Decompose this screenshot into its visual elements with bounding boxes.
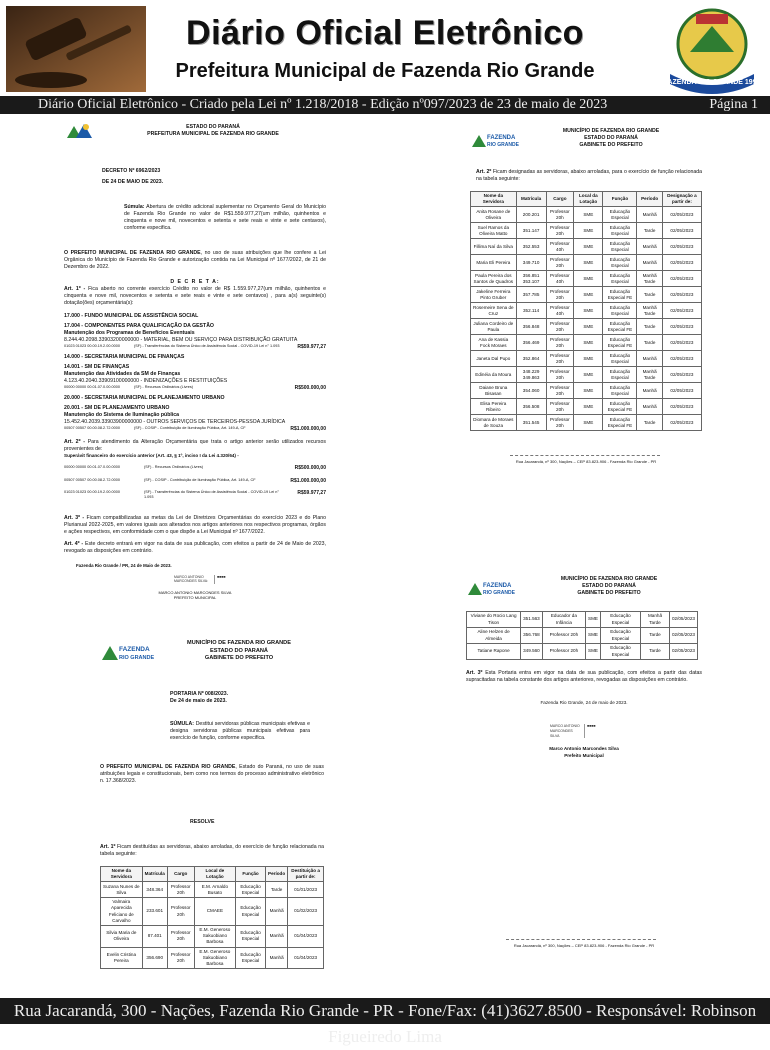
budget-line: Manutenção do Sistema de Iluminação pública xyxy=(64,411,180,418)
digital-signature: MARCO ANTONIO MARCONDES SILVA ■■■■ xyxy=(550,724,702,738)
table-cell: 02/05/2023 xyxy=(662,319,701,335)
svg-text:FAZENDA: FAZENDA xyxy=(483,582,512,589)
decree-place-date: Fazenda Rio Grande / PR, 24 de Maio de 2023. xyxy=(76,562,172,568)
prefeitura-logo-icon xyxy=(100,640,155,662)
table-cell: 87.401 xyxy=(142,925,167,947)
table-row xyxy=(471,303,702,319)
table-row xyxy=(471,351,702,367)
table-row xyxy=(471,335,702,351)
table-cell: 352.864 xyxy=(516,351,546,367)
table-cell: Educação Especial FE xyxy=(603,319,637,335)
table-cell: 356.469 xyxy=(516,335,546,351)
table-cell: Elisa Pereira Ribeiro xyxy=(471,399,517,415)
table-cell: Educação Especial xyxy=(236,882,266,898)
table-cell: 02/05/2023 xyxy=(662,415,701,431)
table-cell: Professor 20h xyxy=(167,882,194,898)
budget-line: 17.000 - FUNDO MUNICIPAL DE ASSISTÊNCIA SOCIAL xyxy=(64,313,199,320)
table-cell: Professor 20h xyxy=(546,383,574,399)
table-cell: SME xyxy=(574,239,603,255)
decree-header-pref: PREFEITURA MUNICIPAL DE FAZENDA RIO GRANDE xyxy=(147,131,279,137)
table-cell: Tarde xyxy=(637,415,662,431)
table-row xyxy=(471,223,702,239)
table-cell: Janeta Dal Pupo xyxy=(471,351,517,367)
decree-preamble: O PREFEITO MUNICIPAL DE FAZENDA RIO GRANDE, no uso de suas atribuições que lhe confere a Lei Orgânica do Município de Fazenda Rio Grande e autorização contida na Lei Municipal nº 1677/2022, de 21 de Dezembro de 2022. xyxy=(64,250,327,271)
table-cell: Educação Especial xyxy=(236,898,266,926)
table-cell: 01/04/2023 xyxy=(288,925,324,947)
masthead-subtitle: Prefeitura Municipal de Fazenda Rio Grande xyxy=(175,60,595,82)
prefeitura-logo-icon xyxy=(64,120,94,142)
decree-column xyxy=(64,120,326,601)
table-cell: Viviane do Rocio Lang Tison xyxy=(467,612,521,628)
table-cell: 02/05/2023 xyxy=(662,223,701,239)
svg-text:RIO GRANDE: RIO GRANDE xyxy=(483,589,515,596)
table-header-cell: Período xyxy=(637,192,662,207)
table-cell: SME xyxy=(574,415,603,431)
table-cell: Tarde xyxy=(637,319,662,335)
table-cell: Tarde xyxy=(641,644,670,660)
portaria-b-h3: GABINETE DO PREFEITO xyxy=(204,655,274,662)
table-cell: Educação Especial xyxy=(603,239,637,255)
budget-line: Manutenção dos Programas de Benefícios Eventuais xyxy=(64,330,195,337)
table-cell: Educação Especial xyxy=(603,351,637,367)
table-cell: Professor 20h xyxy=(546,287,574,303)
table-cell: 352.553 xyxy=(516,239,546,255)
edition-bar xyxy=(0,96,770,114)
table-cell: Valmaira Aparecida Feliciano de Carvalho xyxy=(101,898,143,926)
table-header-cell: Local da Lotação xyxy=(574,192,603,207)
table-cell: Evelin Cristina Pereira xyxy=(101,947,143,969)
table-cell: Professor 20h xyxy=(546,255,574,271)
table-cell: Fillima Naí da Silva xyxy=(471,239,517,255)
budget-line: 17.004 - COMPONENTES PARA QUALIFICAÇÃO DA GESTÃO xyxy=(64,323,214,330)
decree-art2-sub: Superávit financeiro do exercício anterior (Art. 43, § 1º, inciso I da Lei 4.320/64) - xyxy=(64,452,239,458)
prefeitura-logo-icon xyxy=(470,129,519,149)
portaria-c-signer-name: Marco Antonio Marcondes Silva xyxy=(549,746,619,752)
table-cell: 200.201 xyxy=(516,207,546,223)
portaria-b-resolve: RESOLVE xyxy=(190,818,215,825)
city-seal-icon xyxy=(660,4,764,94)
table-cell: 02/05/2023 xyxy=(662,335,701,351)
decree-signer-role: PREFEITO MUNICIPAL xyxy=(173,595,217,601)
table-cell: 348.229 349.863 xyxy=(516,367,546,383)
table-row xyxy=(467,644,698,660)
table-cell: E.M. Arnaldo Busato xyxy=(194,882,235,898)
table-header-cell: Matrícula xyxy=(142,866,167,881)
table-cell: 02/05/2023 xyxy=(662,255,701,271)
table-cell: Edinéia da Moura xyxy=(471,367,517,383)
table-cell: Manhã xyxy=(637,239,662,255)
portaria-c-art3: Art. 3º Esta Portaria entra em vigor na data de sua publicação, com efeitos a partir das datas supracitadas na tabela constante dos artigos anteriores, revogadas as disposições em contrário. xyxy=(466,670,702,684)
prefeitura-logo-icon xyxy=(466,577,515,597)
table-cell: 357.785 xyxy=(516,287,546,303)
table-cell: SME xyxy=(574,367,603,383)
portaria-c-footer: Rua Jacarandá, nº 300, Nações – CEP 83.823-906 - Fazenda Rio Grande - PR xyxy=(513,942,655,948)
svg-text:RIO GRANDE: RIO GRANDE xyxy=(119,655,155,662)
table-cell: 356.508 xyxy=(516,399,546,415)
table-cell: Suzana Nunes de Silva xyxy=(101,882,143,898)
table-cell: 352.114 xyxy=(516,303,546,319)
table-header-cell: Destituição a partir de: xyxy=(288,866,324,881)
decree-art4: Art. 4º - Este decreto entrará em vigor na data de sua publicação, com efeitos a partir de 24 de Maio de 2023, revogado as disposições em contrário. xyxy=(64,540,326,554)
table-cell: Tarde xyxy=(266,882,288,898)
decree-art2: Art. 2º - Para atendimento da Alteração Orçamentária que trata o artigo anterior serão utilizados recursos provenientes de: xyxy=(64,438,326,452)
digital-signature: MARCO ANTONIO MARCONDES SILVA: ■■■■ xyxy=(174,575,326,584)
page-label: Página 1 xyxy=(709,97,758,112)
table-cell: 351.545 xyxy=(516,415,546,431)
table-cell: Ana de Kassia Fock Moraes xyxy=(471,335,517,351)
table-cell: Juliana Cordeiro de Paula xyxy=(471,319,517,335)
budget-source-row: 01023 01023 00.00.19.2.00.0000 (SF) - Transferências do Sistema Único de Assistência Social - COVID-19 Lei n° 1.093 R$59.977,27 xyxy=(64,344,326,351)
table-cell: Educação Especial xyxy=(603,223,637,239)
table-cell: 233.601 xyxy=(142,898,167,926)
table-cell: Professor 20h xyxy=(546,399,574,415)
table-cell: Educação Especial xyxy=(603,303,637,319)
portaria-c xyxy=(466,576,702,948)
table-cell: Manhã xyxy=(266,898,288,926)
budget-line: 14.001 - SM DE FINANÇAS xyxy=(64,364,130,371)
svg-text:RIO GRANDE: RIO GRANDE xyxy=(487,141,519,148)
table-row xyxy=(101,925,324,947)
table-cell: Daiane Bruna Bisasan xyxy=(471,383,517,399)
table-cell: SME xyxy=(574,303,603,319)
budget-source-row: 00507 00507 00.00.08.2.72.0000 (SF) - COSIP - Contribuição de Iluminação Pública, Art. 149-A, CF R$1.000.000,00 xyxy=(64,425,326,432)
budget-line: 8.244.40.2098.33903200000000 - MATERIAL, BEM OU SERVIÇO PARA DISTRIBUIÇÃO GRATUITA xyxy=(64,337,298,344)
table-cell: 349.560 xyxy=(521,644,543,660)
table-header-cell: Função xyxy=(236,866,266,881)
table-cell: Diomara de Moraes de Souza xyxy=(471,415,517,431)
table-cell: 01/01/2023 xyxy=(288,882,324,898)
table-row xyxy=(471,255,702,271)
table-cell: 02/05/2023 xyxy=(669,644,697,660)
table-row xyxy=(467,628,698,644)
table-cell: Professor 20h xyxy=(546,207,574,223)
table-cell: SME xyxy=(574,351,603,367)
portaria-a xyxy=(470,128,702,465)
table-cell: SME xyxy=(574,399,603,415)
table-cell: Professor 20h xyxy=(167,898,194,926)
table-row xyxy=(101,947,324,969)
table-cell: SME xyxy=(574,255,603,271)
table-cell: Anita Rosane de Oliveira xyxy=(471,207,517,223)
table-header-cell: Nome da Servidora xyxy=(471,192,517,207)
table-cell: Professor 40h xyxy=(546,303,574,319)
table-cell: 351.563 xyxy=(521,612,543,628)
portaria-b xyxy=(100,640,324,969)
table-cell: Tatiane Rapone xyxy=(467,644,521,660)
decree-signer-name: MARCO ANTONIO MARCONDES SILVA xyxy=(158,590,232,596)
table-cell: Professor 20h xyxy=(546,351,574,367)
table-cell: 02/05/2023 xyxy=(662,271,701,287)
budget-line: 15.452.40.2039.33903900000000 - OUTROS SERVIÇOS DE TERCEIROS-PESSOA JURÍDICA xyxy=(64,418,286,425)
table-header-cell: Designação a partir de: xyxy=(662,192,701,207)
table-cell: Manhã xyxy=(637,399,662,415)
table-row xyxy=(471,207,702,223)
table-cell: Professor 20h xyxy=(542,644,585,660)
decree-header-state: ESTADO DO PARANÁ xyxy=(186,123,240,130)
table-header-cell: Cargo xyxy=(546,192,574,207)
portaria-b-preamble: O PREFEITO MUNICIPAL DE FAZENDA RIO GRANDE, Estado do Paraná, no uso de suas atribuições legais e constitucionais, bem como nos termos do processo administrativo eletrônico n. 17.368/2023. xyxy=(100,763,324,784)
portaria-a-h3: GABINETE DO PREFEITO xyxy=(579,142,643,149)
table-cell: 01/02/2023 xyxy=(288,898,324,926)
table-cell: Professor 20h xyxy=(167,925,194,947)
portaria-b-art1: Art. 1º Ficam destituídas as servidoras, abaixo arroladas, do exercício de função relacionada na tabela seguinte: xyxy=(100,843,324,857)
table-cell: Educação Especial xyxy=(603,383,637,399)
table-cell: 356.690 xyxy=(142,947,167,969)
budget-source-row: 00000 00000 00.01.07.0.00.0000 (SF) - Recursos Ordinários (Livres) R$500.000,00 xyxy=(64,385,326,392)
table-row xyxy=(471,383,702,399)
budget-line: 4.123.40.2040.33909100000000 - INDENIZAÇÕES E RESTITUIÇÕES xyxy=(64,378,228,385)
table-cell: Professor 20h xyxy=(546,319,574,335)
table-cell: Tarde xyxy=(637,223,662,239)
table-cell: SME xyxy=(574,319,603,335)
table-cell: SME xyxy=(574,223,603,239)
table-cell: Manhã xyxy=(637,351,662,367)
table-cell: 348.364 xyxy=(142,882,167,898)
table-cell: 02/05/2023 xyxy=(662,351,701,367)
masthead-title: Diário Oficial Eletrônico xyxy=(186,14,584,52)
seal-text: FAZENDA RIO GRANDE 1990 xyxy=(663,79,761,86)
portaria-b-summary: SÚMULA: Destitui servidoras públicas municipais efetivas e designa servidoras públicas municipais efetivas para exercício de função, conforme especifica. xyxy=(170,720,310,741)
table-cell: Educação Especial xyxy=(603,207,637,223)
table-cell: Manhã Tarde xyxy=(637,367,662,383)
table-cell: Professor 20h xyxy=(546,335,574,351)
table-header-cell: Período xyxy=(266,866,288,881)
portaria-c-h1: MUNICÍPIO DE FAZENDA RIO GRANDE xyxy=(560,576,658,582)
table-cell: Educação Especial xyxy=(600,612,640,628)
portaria-b-h1: MUNICÍPIO DE FAZENDA RIO GRANDE xyxy=(187,640,291,646)
table-cell: Professor 20h xyxy=(546,223,574,239)
table-cell: Paula Pereira dos Santos de Quadros xyxy=(471,271,517,287)
table-cell: Suel Ramos da Oliveira Matto xyxy=(471,223,517,239)
table-cell: Educação Especial xyxy=(603,255,637,271)
portaria-a-footer: Rua Jacarandá, nº 300, Nações – CEP 83.823-906 - Fazenda Rio Grande - PR xyxy=(515,459,657,465)
table-row xyxy=(471,239,702,255)
portaria-c-signer-role: Prefeito Municipal xyxy=(564,752,604,758)
table-cell: SME xyxy=(586,612,601,628)
edition-line: Diário Oficial Eletrônico - Criado pela Lei nº 1.218/2018 - Edição nº097/2023 de 23 de maio de 2023 xyxy=(38,97,608,112)
portaria-a-h1: MUNICÍPIO DE FAZENDA RIO GRANDE xyxy=(562,128,660,134)
table-cell: 349.710 xyxy=(516,255,546,271)
table-cell: Educação Especial xyxy=(600,644,640,660)
portaria-b-number: PORTARIA Nº 008/2023. xyxy=(170,690,229,697)
table-cell: 351.147 xyxy=(516,223,546,239)
table-cell: Manhã xyxy=(637,255,662,271)
table-cell: SME xyxy=(586,644,601,660)
table-cell: SME xyxy=(574,335,603,351)
portaria-c-h3: GABINETE DO PREFEITO xyxy=(577,590,641,597)
table-cell: Manhã Tarde xyxy=(637,303,662,319)
table-cell: Educador da Infância xyxy=(542,612,585,628)
table-cell: CMAEE xyxy=(194,898,235,926)
portaria-b-date: De 24 de maio de 2023. xyxy=(170,697,227,704)
table-cell: 02/05/2023 xyxy=(662,303,701,319)
table-cell: Educação Especial FE xyxy=(603,287,637,303)
divider xyxy=(510,455,660,456)
budget-line: 20.000 - SECRETARIA MUNICIPAL DE PLANEJAMENTO URBANO xyxy=(64,394,225,401)
table-cell: Educação Especial FE xyxy=(603,415,637,431)
table-cell: Silvia Maria de Oliveira xyxy=(101,925,143,947)
gavel-icon xyxy=(6,6,146,92)
table-cell: Professor 40h xyxy=(546,271,574,287)
table-cell: Maria Eli Pereira xyxy=(471,255,517,271)
table-header-cell: Local de Lotação xyxy=(194,866,235,881)
table-cell: Educação Especial xyxy=(236,947,266,969)
table-cell: SME xyxy=(574,287,603,303)
table-row xyxy=(467,612,698,628)
table-row xyxy=(101,882,324,898)
table-cell: Professor 20h xyxy=(167,947,194,969)
source-row: 00507 00507 00.00.08.2.72.0000 (SF) - COSIP - Contribuição de Iluminação Pública, Art. 149-A, CF R$1.000.000,00 xyxy=(64,477,326,484)
table-header-cell: Matrícula xyxy=(516,192,546,207)
divider xyxy=(506,939,656,940)
table-cell: Educação Especial FE xyxy=(603,335,637,351)
svg-text:FAZENDA: FAZENDA xyxy=(487,134,516,141)
decree-number: DECRETO Nº 6962/2023 xyxy=(102,168,161,174)
table-cell: Educação Especial FE xyxy=(603,399,637,415)
table-cell: 02/05/2023 xyxy=(662,367,701,383)
budget-line: 14.000 - SECRETARIA MUNICIPAL DE FINANÇAS xyxy=(64,354,185,361)
table-cell: 02/05/2023 xyxy=(662,207,701,223)
table-cell: Educação Especial xyxy=(603,271,637,287)
table-cell: Tarde xyxy=(637,335,662,351)
table-cell: Professor 20h xyxy=(546,415,574,431)
portaria-c-h2: ESTADO DO PARANÁ xyxy=(582,583,636,590)
designation-table-cont xyxy=(466,611,698,660)
table-header-cell: Nome da Servidora xyxy=(101,866,143,881)
portaria-a-h2: ESTADO DO PARANÁ xyxy=(584,135,638,142)
table-cell: Manhã xyxy=(266,925,288,947)
svg-text:FAZENDA: FAZENDA xyxy=(119,646,150,654)
table-cell: 356.768 xyxy=(521,628,543,644)
table-cell: 02/05/2023 xyxy=(669,612,697,628)
table-cell: Jakeline Ferreira Pinto Gruber xyxy=(471,287,517,303)
decree-date: DE 24 DE MAIO DE 2023. xyxy=(102,179,164,186)
budget-line: Manutenção das Atividades da SM de Finanças xyxy=(64,371,181,378)
table-row xyxy=(471,399,702,415)
table-cell: 356.851 353.107 xyxy=(516,271,546,287)
table-cell: Aline Helzen de Almeida xyxy=(467,628,521,644)
table-cell: 01/04/2023 xyxy=(288,947,324,969)
table-cell: Manhã xyxy=(637,383,662,399)
table-row xyxy=(471,367,702,383)
table-cell: E.M. Generoso Sakuobiano Barbosa xyxy=(194,925,235,947)
table-cell: 02/05/2023 xyxy=(662,239,701,255)
table-row xyxy=(471,415,702,431)
decree-art1: Art. 1º - Fica aberto no corrente exercício Crédito no valor de R$ 1.559.977,27(um milhão, quinhentos e cinquenta e nove mil, novecentos e setenta e sete reais e vinte e sete centavos) , para a(s) seguinte(s) dotação(ões) orçamentária(s): xyxy=(64,286,327,307)
table-cell: Manhã Tarde xyxy=(641,612,670,628)
table-cell: SME xyxy=(574,383,603,399)
table-cell: Tarde xyxy=(641,628,670,644)
table-cell: Manhã Tarde xyxy=(637,271,662,287)
table-cell: 356.848 xyxy=(516,319,546,335)
table-row xyxy=(471,319,702,335)
table-cell: Manhã xyxy=(637,207,662,223)
table-cell: 02/05/2023 xyxy=(669,628,697,644)
table-cell: 354.060 xyxy=(516,383,546,399)
table-cell: 02/05/2023 xyxy=(662,399,701,415)
table-cell: Educação Especial xyxy=(236,925,266,947)
table-cell: 02/05/2023 xyxy=(662,383,701,399)
table-cell: SME xyxy=(574,271,603,287)
table-cell: Professor 20h xyxy=(546,367,574,383)
portaria-c-place-date: Fazenda Rio Grande, 24 de maio de 2023. xyxy=(540,700,628,706)
portaria-a-art2: Art. 2º Ficam designadas as servidoras, abaixo arroladas, para o exercício de função relacionada na tabela seguinte: xyxy=(476,169,703,183)
table-cell: Educação Especial xyxy=(603,367,637,383)
source-row: 00000 00000 00.01.07.0.00.0000 (SF) - Recursos Ordinários (Livres) R$500.000,00 xyxy=(64,464,326,471)
table-cell: Professor 20h xyxy=(542,628,585,644)
table-row xyxy=(471,287,702,303)
table-cell: SME xyxy=(574,207,603,223)
table-cell: Professor 40h xyxy=(546,239,574,255)
budget-line: 20.001 - SM DE PLANEJAMENTO URBANO xyxy=(64,404,170,411)
table-cell: Rosemeire Sena de Cruz xyxy=(471,303,517,319)
decree-decreta: D E C R E T A: xyxy=(170,279,220,286)
table-row xyxy=(471,271,702,287)
destitution-table xyxy=(100,866,324,969)
decree-summary: Súmula: Abertura de crédito adicional suplementar no Orçamento Geral do Município de Fazenda Rio Grande no valor de R$1.559.977,27(um milhão, quinhentos e cinquenta e nove mil, novecentos e setenta e sete reais e vinte e sete centavos), conforme especifica. xyxy=(124,204,326,232)
table-row xyxy=(101,898,324,926)
table-cell: Manhã xyxy=(266,947,288,969)
footer-bar: Rua Jacarandá, 300 - Nações, Fazenda Rio Grande - PR - Fone/Fax: (41)3627.8500 - Responsável: Robinson Figueiredo Lima xyxy=(0,998,770,1024)
table-cell: Tarde xyxy=(637,287,662,303)
table-cell: Educação Especial xyxy=(600,628,640,644)
decree-art3: Art. 3º - Ficam compatibilizadas as metas da Lei de Diretrizes Orçamentárias do exercício 2023 e do Plano Plurianual 2022-2025, em valores iguais aos alterados nos artigos anteriores nos respectivos programas, órgãos e ações respectivos, em conformidade com o que dispõe a Lei Municipal nº 1677/2022. xyxy=(64,514,326,535)
source-row: 01023 01023 00.00.19.2.00.0000 (SF) - Transferências do Sistema Único de Assistência Social - COVID-19 Lei n° 1.093 R$59.977,27 xyxy=(64,490,326,500)
table-cell: E.M. Generoso Sakuobiano Barbosa xyxy=(194,947,235,969)
table-cell: 02/05/2023 xyxy=(662,287,701,303)
portaria-b-h2: ESTADO DO PARANÁ xyxy=(210,647,268,654)
designation-table xyxy=(470,191,702,431)
table-header-cell: Função xyxy=(603,192,637,207)
table-cell: SME xyxy=(586,628,601,644)
table-header-cell: Cargo xyxy=(167,866,194,881)
